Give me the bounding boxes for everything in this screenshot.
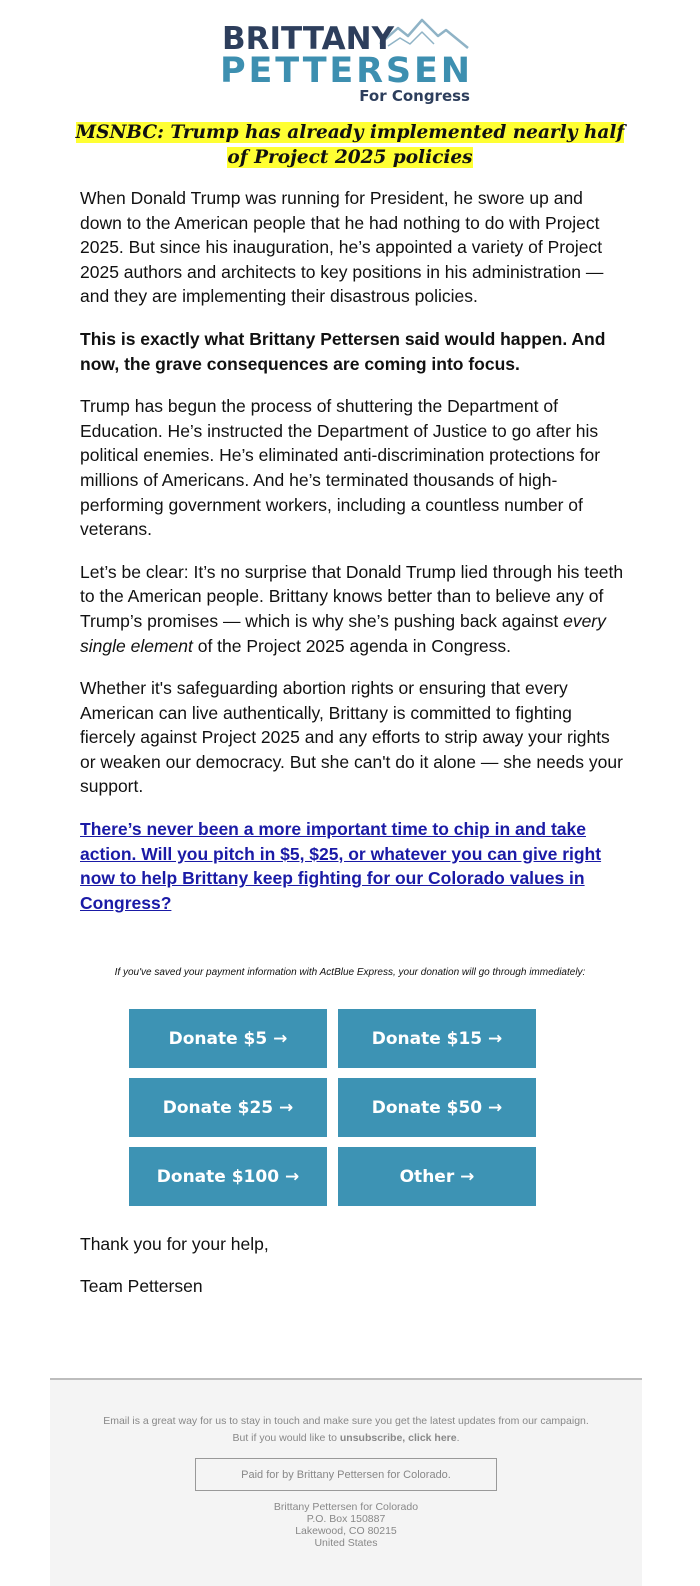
- paragraph-5: Whether it's safeguarding abortion rights or ensuring that every American can live authentically, Brittany is committed to fighting fiercely against Project 2025 and any efforts to strip away your rights or weaken our democracy. But she can't do it alone — she needs your support.: [80, 678, 623, 797]
- signoff-team: Team Pettersen: [80, 1276, 203, 1296]
- mailing-address: [50, 1501, 642, 1549]
- address-city: Lakewood, CO 80215: [295, 1525, 397, 1537]
- paragraph-3: Trump has begun the process of shuttering the Department of Education. He’s instructed the Department of Justice to go after his political enemies. He’s eliminated anti-discrimination protections for millions of Americans. And he’s terminated thousands of high-performing government workers, including a countless number of veterans.: [80, 396, 601, 540]
- paid-for-box: Paid for by Brittany Pettersen for Colorado.: [195, 1458, 497, 1491]
- address-country: United States: [314, 1537, 378, 1549]
- signoff-thanks: Thank you for your help,: [80, 1234, 269, 1254]
- footer-line-1: Email is a great way for us to stay in touch and make sure you get the latest updates from our campaign.: [103, 1415, 589, 1427]
- email-body: [80, 186, 624, 935]
- footer-text: [50, 1413, 642, 1447]
- unsubscribe-link[interactable]: unsubscribe, click here: [339, 1432, 457, 1444]
- donate-50-button[interactable]: Donate $50 →: [338, 1078, 536, 1137]
- headline: MSNBC: Trump has already implemented nearly half of Project 2025 policies: [75, 122, 625, 168]
- paragraph-4: Let’s be clear: It’s no surprise that Donald Trump lied through his teeth to the American people. Brittany knows better than to believe any of Trump’s promises — which is why she’s pushing back against every single element of the Project 2025 agenda in Congress.: [80, 561, 624, 656]
- donate-15-button[interactable]: Donate $15 →: [338, 1009, 536, 1068]
- campaign-logo: [0, 14, 700, 110]
- paragraph-2-bold: This is exactly what Brittany Pettersen said would happen. And now, the grave consequences are coming into focus.: [80, 328, 606, 374]
- signoff: [80, 1232, 269, 1316]
- footer-line-2: But if you would like to unsubscribe, click here.: [232, 1432, 460, 1444]
- logo-line-3: For Congress: [359, 87, 470, 105]
- donate-other-button[interactable]: Other →: [338, 1147, 536, 1206]
- address-org: Brittany Pettersen for Colorado: [273, 1501, 419, 1513]
- logo-line-2: PETTERSEN: [220, 51, 470, 91]
- donate-5-button[interactable]: Donate $5 →: [129, 1009, 327, 1068]
- actblue-express-note: If you've saved your payment information with ActBlue Express, your donation will go through immediately:: [114, 967, 586, 978]
- donate-cta-link[interactable]: There’s never been a more important time to chip in and take action. Will you pitch in $5, $25, or whatever you can give right now to help Brittany keep fighting for our Colorado values in Congress?: [80, 819, 602, 913]
- donate-25-button[interactable]: Donate $25 →: [129, 1078, 327, 1137]
- paragraph-1: When Donald Trump was running for President, he swore up and down to the American people that he had nothing to do with Project 2025. But since his inauguration, he’s appointed a variety of Project 2025 authors and architects to key positions in his administration — and they are implementing their disastrous policies.: [80, 188, 604, 307]
- logo-line-1: BRITTANY: [222, 21, 395, 57]
- donate-100-button[interactable]: Donate $100 →: [129, 1147, 327, 1206]
- footer: [50, 1378, 642, 1586]
- emphasis: every single element: [80, 610, 606, 656]
- address-po: P.O. Box 150887: [306, 1513, 386, 1525]
